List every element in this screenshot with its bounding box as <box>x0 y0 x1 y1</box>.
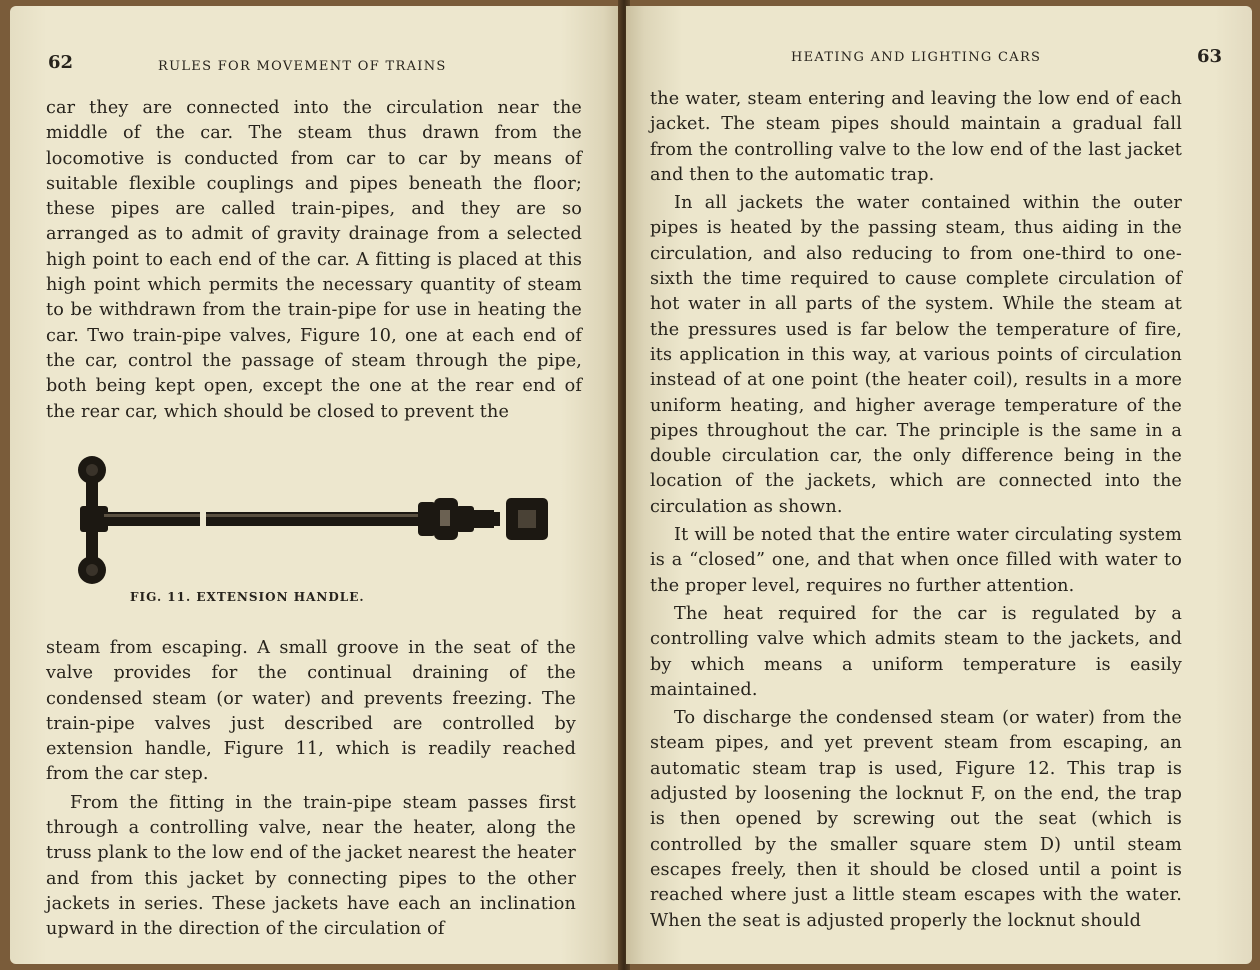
paragraph: It will be noted that the entire water circulating system is a “closed” one, and that when once filled with water to the proper level, requires no further attention. <box>650 525 1182 596</box>
paragraph: To discharge the condensed steam (or water) from the steam pipes, and yet prevent steam from escaping, an automatic steam trap is used, Figure 12. This trap is adjusted by loosening the locknut F, on the end, the trap is then opened by screwing out the seat (which is controlled by the smaller square stem D) until steam escapes freely, then it should be closed until a point is reached where just a little steam escapes with the water. When the seat is adjusted properly the locknut should <box>650 708 1182 931</box>
left-text-bottom <box>46 636 576 943</box>
right-text <box>650 87 1182 934</box>
paragraph: the water, steam entering and leaving the low end of each jacket. The steam pipes should maintain a gradual fall from the controlling valve to the low end of the last jacket and then to the automatic trap. <box>650 89 1182 185</box>
running-head-right: HEATING AND LIGHTING CARS <box>791 50 1042 65</box>
paragraph: In all jackets the water contained within the outer pipes is heated by the passing steam, thus aiding in the circulation, and also reducing to from one-third to one-sixth the time required to cause complete circulation of hot water in all parts of the system. While the steam at the pressures used is far below the temperature of fire, its application in this way, at various points of circulation instead of at one point (the heater coil), results in a more uniform heating, and higher average temperature of the pipes throughout the car. The principle is the same in a double circulation car, the only difference being in the location of the jackets, which are connected into the circulation as shown. <box>650 193 1182 517</box>
page-number-right: 63 <box>1196 46 1222 67</box>
extension-handle-figure <box>66 454 556 594</box>
extension-handle-illustration <box>66 454 556 594</box>
page-number-left: 62 <box>48 52 74 73</box>
left-text-top <box>46 96 582 425</box>
running-head-left: RULES FOR MOVEMENT OF TRAINS <box>158 59 447 74</box>
paragraph: car they are connected into the circulation near the middle of the car. The steam thus drawn from the locomotive is conducted from car to car by means of suitable flexible couplings and pipes beneath the floor; these pipes are called train-pipes, and they are so arranged as to admit of gravity drainage from a selected high point to each end of the car. A fitting is placed at this high point which permits the necessary quantity of steam to be withdrawn from the train-pipe for use in heating the car. Two train-pipe valves, Figure 10, one at each end of the car, control the passage of steam through the pipe, both being kept open, except the one at the rear end of the rear car, which should be closed to prevent the <box>46 98 582 422</box>
right-page <box>626 6 1252 964</box>
figure-caption: FIG. 11. EXTENSION HANDLE. <box>130 590 365 604</box>
left-page <box>10 6 622 964</box>
paragraph: From the fitting in the train-pipe steam passes first through a controlling valve, near the heater, along the truss plank to the low end of the jacket nearest the heater and from this jacket by connecting pipes to the other jackets in series. These jackets have each an inclination upward in the direction of the circulation of <box>46 792 576 940</box>
paragraph: The heat required for the car is regulated by a controlling valve which admits steam to the jackets, and by which means a uniform temperature is easily maintained. <box>650 603 1182 700</box>
paragraph: steam from escaping. A small groove in the seat of the valve provides for the continual draining of the condensed steam (or water) and prevents freezing. The train-pipe valves just described are controlled by extension handle, Figure 11, which is readily reached from the car step. <box>46 638 576 785</box>
